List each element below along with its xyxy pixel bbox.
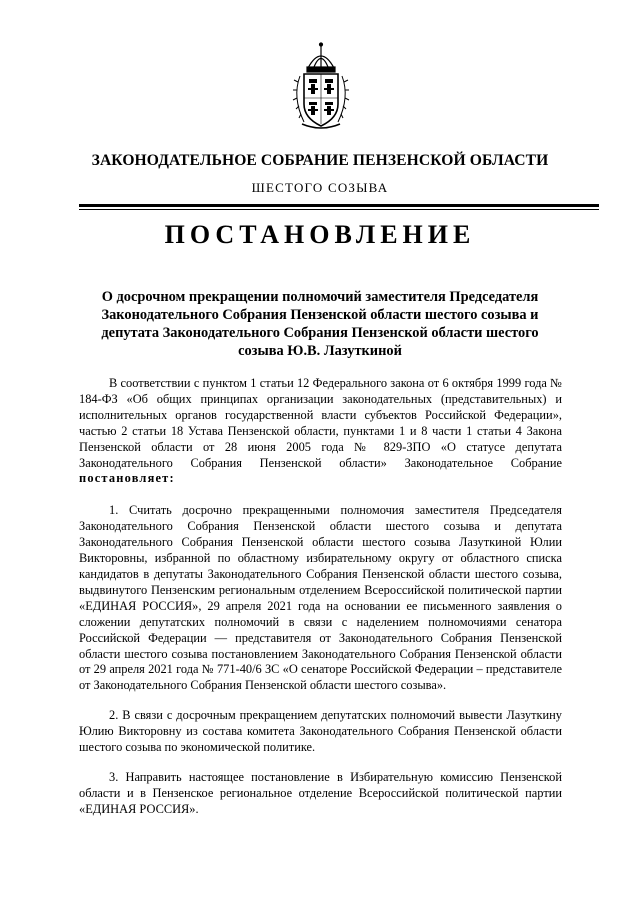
resolution-item-1: 1. Считать досрочно прекращенными полномочия заместителя Председателя Законодательного Собрания Пензенской области шестого созыва и депутата Законодательного Собрания Пензенской области шестого созыва Лазуткиной Юлии Викторовны, избранной по областному избирательному округу от областного списка кандидатов в депутаты Законодательного Собрания Пензенской области шестого созыва, выдвинутого Пензенским региональным отделением Всероссийской политической партии «ЕДИНАЯ РОССИЯ», 29 апреля 2021 года на основании ее письменного заявления о сложении депутатских полномочий в связи с наделением полномочиями сенатора Российской Федерации — представителя от Законодательного Собрания Пензенской области шестого созыва постановлением Законодательного Собрания Пензенской области от 29 апреля 2021 года № 771-40/6 ЗС «О сенаторе Российской Федерации – представителе от Законодательного Собрания Пензенской области шестого созыва». bbox=[79, 503, 562, 693]
resolution-item-3: 3. Направить настоящее постановление в Избирательную комиссию Пензенской области и в Пензенское региональное отделение Всероссийской политической партии «ЕДИНАЯ РОССИЯ». bbox=[79, 769, 562, 816]
header-divider-thin bbox=[79, 209, 599, 210]
document-type-title: ПОСТАНОВЛЕНИЕ bbox=[164, 220, 476, 249]
coat-of-arms-icon bbox=[290, 42, 352, 130]
crown-icon bbox=[307, 43, 335, 72]
preamble-paragraph bbox=[79, 376, 562, 487]
preamble-text: В соответствии с пунктом 1 статьи 12 Федерального закона от 6 октября 1999 года № 184-ФЗ «Об общих принципах организации законодательных (представительных) и исполнительных органов государственной власти субъектов Российской Федерации», частью 2 статьи 18 Устава Пензенской области, пунктами 1 и 8 части 1 статьи 4 Закона Пензенской области от 28 июня 2005 года № 829-ЗПО «О статусе депутата Законодательного Собрания Пензенской области» Законодательное Собрание bbox=[79, 376, 562, 470]
decree-word: постановляет: bbox=[79, 471, 175, 486]
organization-name: ЗАКОНОДАТЕЛЬНОЕ СОБРАНИЕ ПЕНЗЕНСКОЙ ОБЛАСТИ bbox=[91, 152, 549, 169]
document-body bbox=[79, 376, 562, 832]
resolution-item-2: 2. В связи с досрочным прекращением депутатских полномочий вывести Лазуткину Юлию Викторовну из состава комитета Законодательного Собрания Пензенской области шестого созыва по экономической политике. bbox=[79, 708, 562, 755]
document-subject: О досрочном прекращении полномочий заместителя Председателя Законодательного Собрания Пензенской области шестого созыва и депутата Законодательного Собрания Пензенской области шестого созыва Ю.В. Лазуткиной bbox=[101, 289, 539, 359]
convocation: ШЕСТОГО СОЗЫВА bbox=[251, 180, 389, 195]
header-divider-thick bbox=[79, 204, 599, 207]
